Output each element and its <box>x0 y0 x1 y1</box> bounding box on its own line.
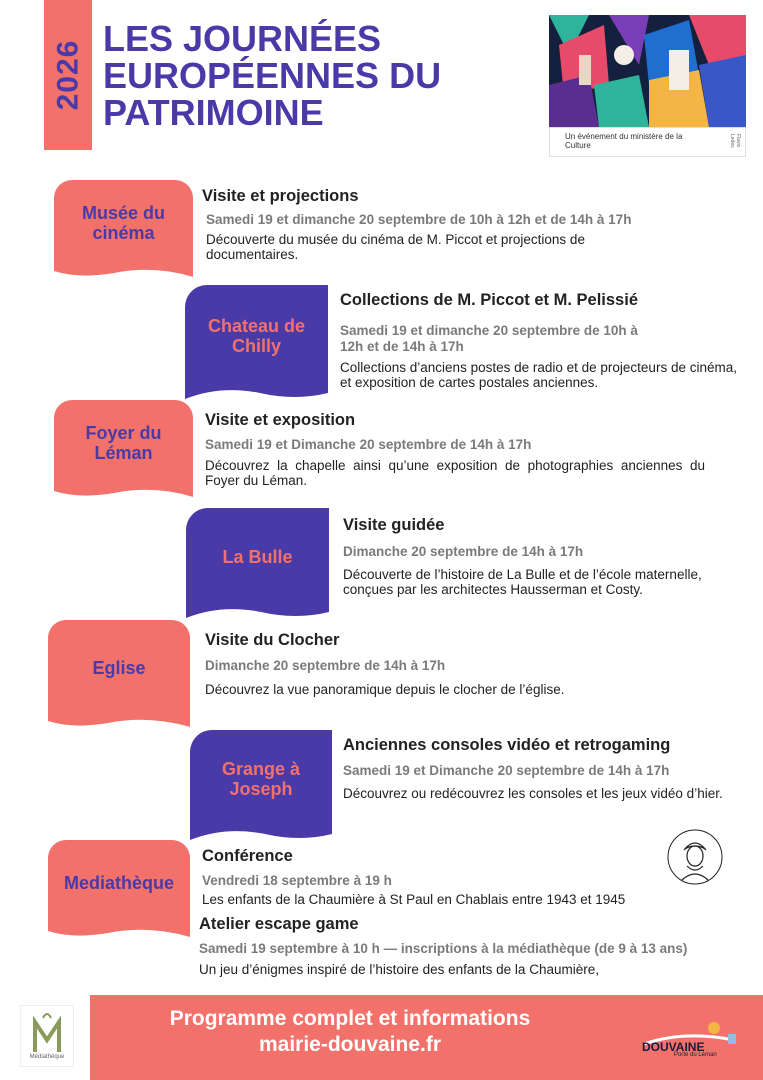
event-date: Samedi 19 et Dimanche 20 septembre de 14h à 17h <box>343 763 670 778</box>
event-title: Visite du Clocher <box>205 631 340 649</box>
illustration-art <box>549 15 746 127</box>
venue-mediatheque: Mediathèque <box>48 840 190 925</box>
venue-foyer-leman: Foyer du Léman <box>54 400 193 485</box>
venue-musee-cinema: Musée du cinéma <box>54 180 193 265</box>
venue-la-bulle: La Bulle <box>186 508 329 606</box>
poster-illustration <box>549 15 746 127</box>
venue-chateau-chilly: Chateau de Chilly <box>185 285 328 387</box>
event-title: Conférence <box>202 847 293 865</box>
event-title: Visite guidée <box>343 516 445 534</box>
title-line-1: LES JOURNÉES <box>103 18 382 59</box>
venue-grange-joseph: Grange à Joseph <box>190 730 332 828</box>
flag-wave <box>48 713 190 729</box>
portrait-illustration-icon <box>666 828 724 886</box>
event-desc: Découvrez la vue panoramique depuis le clocher de l’église. <box>205 682 565 697</box>
page-title <box>103 20 543 131</box>
event-desc-2: Un jeu d’énigmes inspiré de l’histoire des enfants de la Chaumière, <box>199 962 599 977</box>
event-desc: Découvrez la chapelle ainsi qu’une exposition de photographies anciennes du Foyer du Léman. <box>205 458 705 488</box>
mediatheque-logo: Médiathèque <box>20 1005 74 1067</box>
event-date: Samedi 19 et dimanche 20 septembre de 10h à 12h et de 14h à 17h <box>206 212 632 227</box>
year-label: 2026 <box>51 39 84 111</box>
event-title: Anciennes consoles vidéo et retrogaming <box>343 736 671 754</box>
flag-wave <box>190 826 332 842</box>
event-desc: Découverte de l’histoire de La Bulle et de l’école maternelle, conçues par les architectes Hausserman et Costy. <box>343 567 702 597</box>
title-line-3: PATRIMOINE <box>103 92 324 133</box>
event-date-line1: Samedi 19 et dimanche 20 septembre de 10h à <box>340 323 638 338</box>
event-title: Visite et projections <box>202 187 359 205</box>
event-date-line2: 12h et de 14h à 17h <box>340 339 464 354</box>
title-line-2: EUROPÉENNES DU <box>103 55 442 96</box>
event-date: Dimanche 20 septembre de 14h à 17h <box>205 658 446 673</box>
flag-wave <box>54 263 193 279</box>
event-title: Collections de M. Piccot et M. Pelissié <box>340 291 638 309</box>
event-date: Samedi 19 et Dimanche 20 septembre de 14h à 17h <box>205 437 532 452</box>
venue-eglise: Eglise <box>48 620 190 715</box>
event-desc: Collections d’anciens postes de radio et de projecteurs de cinéma, et exposition de cartes postales anciennes. <box>340 360 737 390</box>
flag-wave <box>186 604 329 620</box>
flag-wave <box>185 385 328 401</box>
event-date-2: Samedi 19 septembre à 10 h — inscriptions à la médiathèque (de 9 à 13 ans) <box>199 941 688 956</box>
event-title-2: Atelier escape game <box>199 915 359 933</box>
flag-wave <box>54 483 193 499</box>
footer-line-1: Programme complet et informations <box>169 1007 531 1030</box>
event-desc: Découvrez ou redécouvrez les consoles et les jeux vidéo d’hier. <box>343 786 723 801</box>
event-title: Visite et exposition <box>205 411 356 429</box>
douvaine-logo: DOUVAINE Porte du Léman <box>634 1018 744 1060</box>
event-desc: Les enfants de la Chaumière à St Paul en Chablais entre 1943 et 1945 <box>202 892 626 907</box>
event-desc: Découverte du musée du cinéma de M. Piccot et projections de documentaires. <box>206 232 585 262</box>
event-date: Vendredi 18 septembre à 19 h <box>202 873 392 888</box>
event-date: Dimanche 20 septembre de 14h à 17h <box>343 544 584 559</box>
poster-caption: Un événement du ministère de la Culture Flavio Ledes <box>549 127 746 157</box>
flag-wave <box>48 923 190 939</box>
footer-link[interactable]: mairie-douvaine.fr <box>258 1033 442 1056</box>
